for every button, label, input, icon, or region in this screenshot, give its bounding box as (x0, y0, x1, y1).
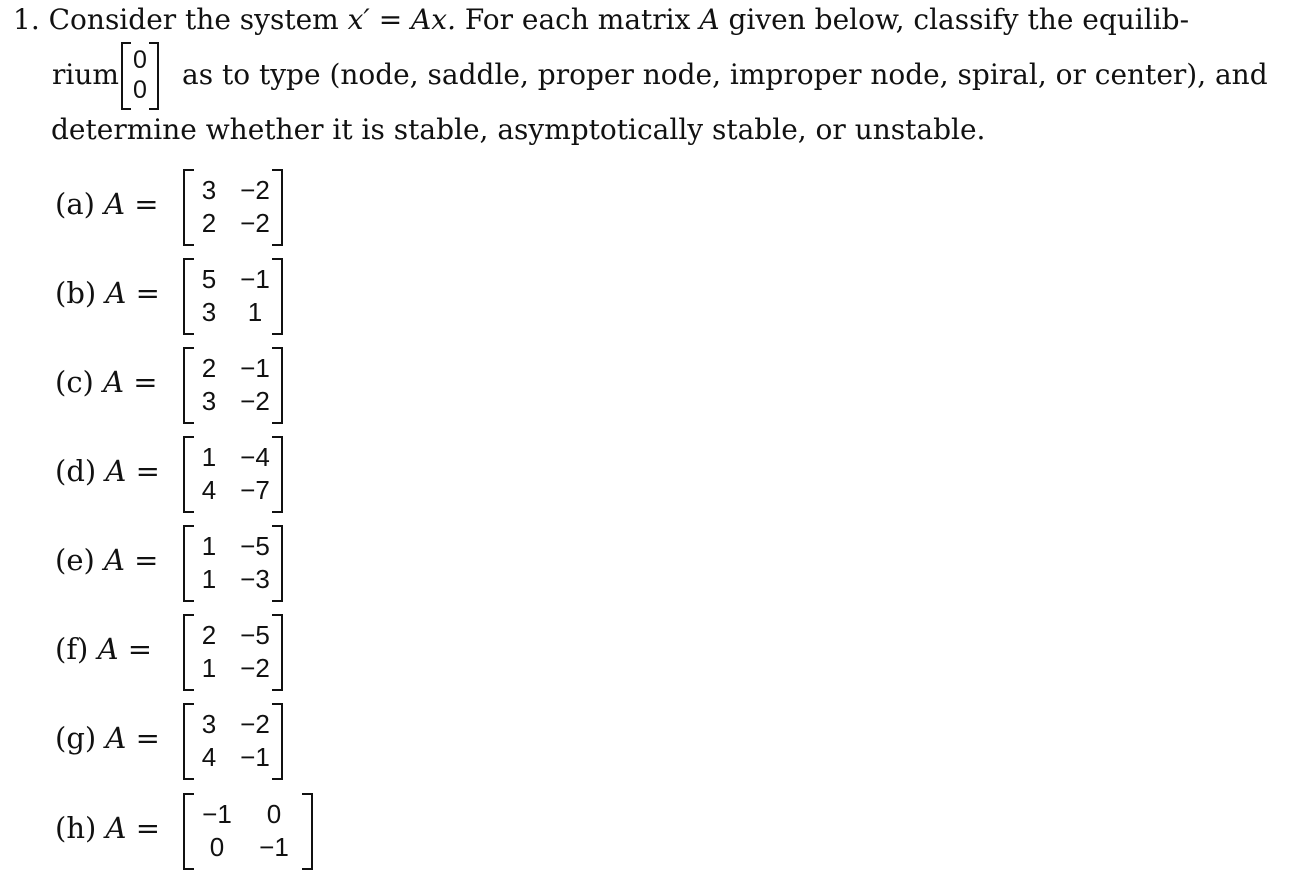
matrix-cell: 1 (201, 442, 217, 472)
matrix-cell: 4 (201, 475, 217, 505)
matrix (183, 436, 283, 511)
part-letter: (d) (55, 454, 97, 488)
part-letter: (a) (55, 187, 95, 221)
matrix-cell: −1 (202, 799, 232, 829)
system-equation: x′ = Ax. (347, 3, 456, 36)
matrix-cell: −5 (240, 620, 270, 650)
matrix-cell: 2 (201, 620, 217, 650)
problem-text-2: For each matrix (464, 3, 691, 36)
part-lhs: A = (105, 454, 160, 488)
part-lhs: A = (105, 721, 160, 755)
part-a (55, 169, 365, 247)
right-bracket (302, 793, 313, 870)
matrix (183, 703, 283, 778)
matrix-cell: 0 (209, 832, 225, 862)
part-h (55, 793, 365, 871)
matrix-cell: −4 (240, 442, 270, 472)
part-label (55, 721, 160, 755)
matrix-cell: −2 (240, 386, 270, 416)
part-label (55, 811, 160, 845)
problem-line-2-rest (182, 58, 1268, 92)
problem-text-4: rium (52, 58, 119, 91)
matrix (183, 793, 313, 868)
part-label (55, 276, 160, 310)
matrix-cell: −5 (240, 531, 270, 561)
matrix-cell: −7 (240, 475, 270, 505)
matrix-cell: −3 (240, 564, 270, 594)
part-letter: (g) (55, 721, 97, 755)
matrix-cell: −2 (240, 208, 270, 238)
matrix-cell: −1 (240, 742, 270, 772)
matrix-cell: −2 (240, 175, 270, 205)
part-letter: (h) (55, 811, 97, 845)
equilibrium-vector (121, 42, 159, 108)
problem-line-3 (51, 113, 985, 147)
matrix-cell: 3 (201, 709, 217, 739)
matrix-cell: 1 (201, 653, 217, 683)
matrix-cell: 5 (201, 264, 217, 294)
part-label (55, 187, 159, 221)
matrix-cell: 0 (266, 799, 282, 829)
problem-text-5: as to type (node, saddle, proper node, improper node, spiral, or center), and (182, 58, 1268, 91)
vector-entry: 0 (133, 46, 147, 74)
matrix-cell: 3 (201, 386, 217, 416)
problem-text-3: given below, classify the equilib- (728, 3, 1190, 36)
matrix-cell: 2 (201, 353, 217, 383)
part-label (55, 632, 152, 666)
matrix-cell: −2 (240, 709, 270, 739)
matrix-cell: −1 (240, 353, 270, 383)
part-e (55, 525, 365, 603)
problem-number: 1. (13, 3, 40, 36)
matrix (183, 169, 283, 244)
matrix-cell: 4 (201, 742, 217, 772)
matrix (183, 258, 283, 333)
part-f (55, 614, 365, 692)
problem-text-1: Consider the system (48, 3, 339, 36)
matrix (183, 347, 283, 422)
problem-line-1 (13, 3, 1189, 37)
matrix-cell: 1 (201, 564, 217, 594)
matrix-cell: 2 (201, 208, 217, 238)
part-g (55, 703, 365, 781)
matrix-cell: 1 (247, 297, 263, 327)
matrix-cell: −1 (259, 832, 289, 862)
problem-line-2 (52, 58, 119, 92)
vector-entry: 0 (133, 76, 147, 104)
part-label (55, 365, 158, 399)
part-letter: (c) (55, 365, 94, 399)
matrix-cell: 1 (201, 531, 217, 561)
matrix (183, 525, 283, 600)
part-label (55, 543, 158, 577)
part-lhs: A = (104, 187, 159, 221)
matrix-cell: 3 (201, 297, 217, 327)
part-d (55, 436, 365, 514)
part-b (55, 258, 365, 336)
part-lhs: A = (103, 365, 158, 399)
part-lhs: A = (97, 632, 153, 666)
part-label (55, 454, 160, 488)
problem-text-6: determine whether it is stable, asymptotically stable, or unstable. (51, 113, 986, 146)
matrix-cell: 3 (201, 175, 217, 205)
part-letter: (f) (55, 632, 89, 666)
part-letter: (b) (55, 276, 97, 310)
matrix-cell: −1 (240, 264, 270, 294)
part-lhs: A = (105, 811, 160, 845)
matrix-variable: A (699, 3, 720, 36)
matrix-cell: −2 (240, 653, 270, 683)
part-lhs: A = (105, 276, 160, 310)
part-letter: (e) (55, 543, 95, 577)
part-c (55, 347, 365, 425)
part-lhs: A = (104, 543, 159, 577)
matrix (183, 614, 283, 689)
